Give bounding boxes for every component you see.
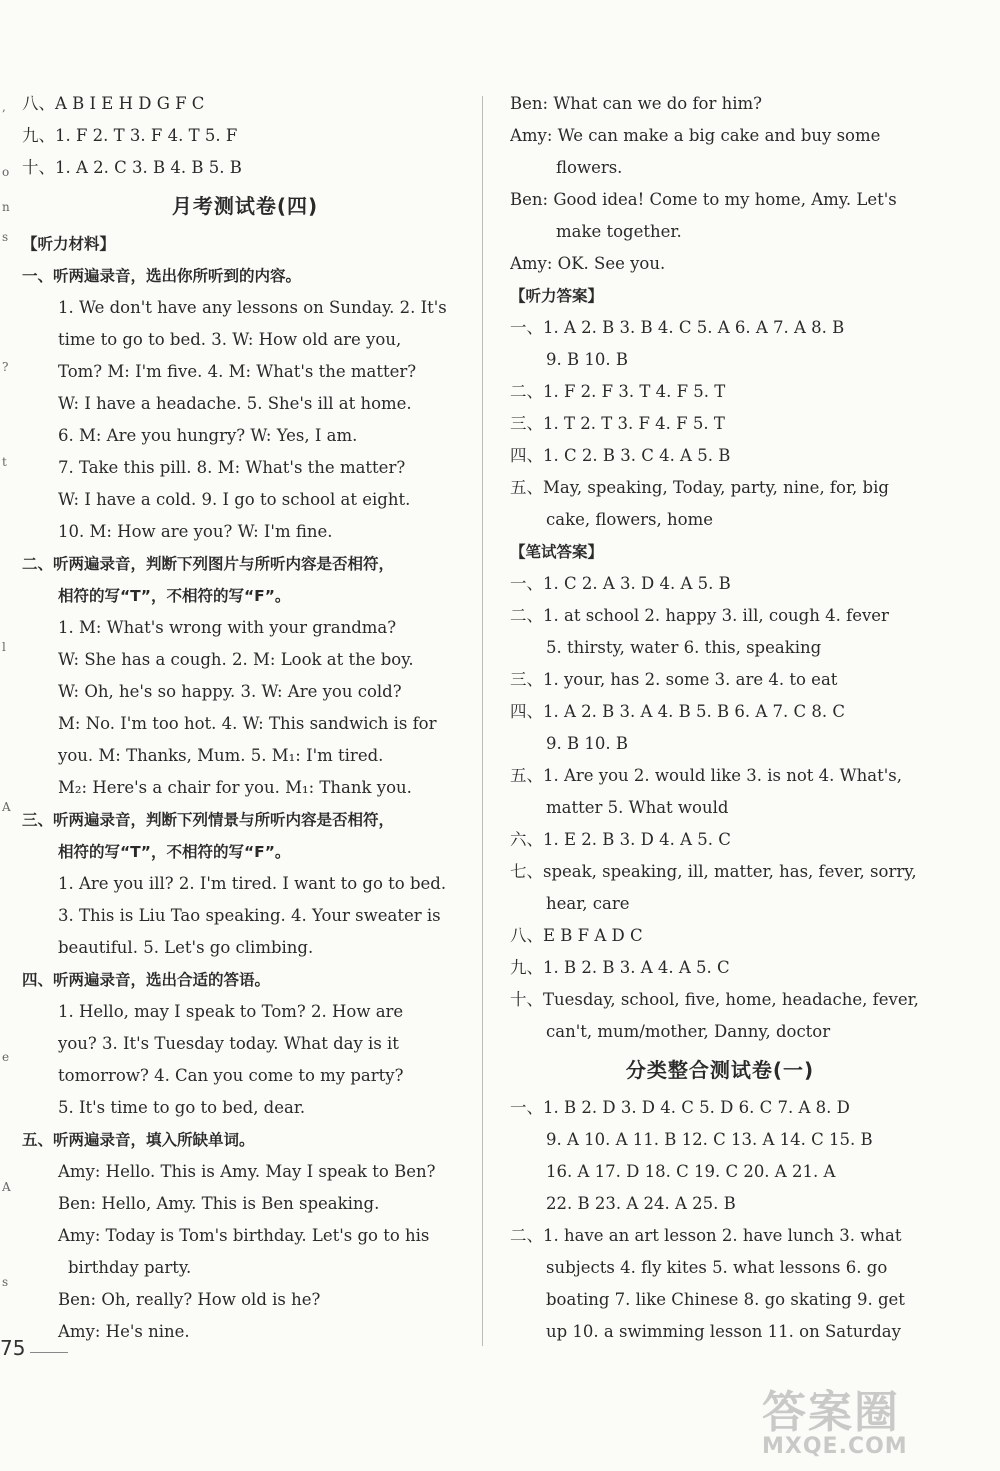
text-line: Amy: OK. See you. — [510, 254, 666, 273]
text-line: W: Oh, he's so happy. 3. W: Are you cold? — [58, 682, 402, 701]
text-line: Tom? M: I'm five. 4. M: What's the matter? — [58, 362, 417, 381]
text-line: 十、Tuesday, school, five, home, headache, fever, — [510, 990, 919, 1009]
text-line: subjects 4. fly kites 5. what lessons 6. go — [546, 1258, 888, 1277]
edge-fragment: t — [2, 455, 7, 469]
watermark-logo — [762, 1376, 982, 1468]
section-heading: 【听力答案】 — [510, 287, 604, 305]
text-line: flowers. — [556, 158, 623, 177]
text-line: matter 5. What would — [546, 798, 729, 817]
text-line: boating 7. like Chinese 8. go skating 9. get — [546, 1290, 905, 1309]
text-line: birthday party. — [68, 1258, 192, 1277]
text-line: 三、1. T 2. T 3. F 4. F 5. T — [510, 414, 725, 433]
text-line: W: I have a headache. 5. She's ill at home. — [58, 394, 412, 413]
edge-fragment: s — [2, 1275, 9, 1289]
column-divider — [482, 96, 483, 1346]
text-line: 四、1. C 2. B 3. C 4. A 5. B — [510, 446, 731, 465]
text-line: 十、1. A 2. C 3. B 4. B 5. B — [22, 158, 242, 177]
text-line: 9. A 10. A 11. B 12. C 13. A 14. C 15. B — [546, 1130, 873, 1149]
text-line: Amy: Today is Tom's birthday. Let's go to his — [58, 1226, 430, 1245]
text-line: can't, mum/mother, Danny, doctor — [546, 1022, 831, 1041]
text-line: 6. M: Are you hungry? W: Yes, I am. — [58, 426, 358, 445]
text-line: time to go to bed. 3. W: How old are you, — [58, 330, 402, 349]
right-column — [510, 88, 930, 1348]
text-line: Amy: He's nine. — [58, 1322, 190, 1341]
text-line: 八、E B F A D C — [510, 926, 643, 945]
left-column — [22, 88, 468, 1348]
watermark-text: 答案圈 — [762, 1387, 900, 1438]
edge-fragment: , — [2, 100, 6, 114]
text-line: 5. thirsty, water 6. this, speaking — [546, 638, 822, 657]
text-line: cake, flowers, home — [546, 510, 713, 529]
section-heading: 相符的写“T”，不相符的写“F”。 — [58, 843, 291, 861]
text-line: 10. M: How are you? W: I'm fine. — [58, 522, 333, 541]
section-heading: 一、听两遍录音，选出你所听到的内容。 — [22, 267, 302, 285]
edge-fragment: l — [2, 640, 6, 654]
edge-fragment: s — [2, 230, 9, 244]
edge-fragment: n — [2, 200, 10, 214]
text-line: you? 3. It's Tuesday today. What day is it — [58, 1034, 399, 1053]
section-heading: 四、听两遍录音，选出合适的答语。 — [22, 971, 271, 989]
edge-fragment: A — [2, 800, 11, 814]
text-line: W: She has a cough. 2. M: Look at the boy. — [58, 650, 414, 669]
text-line: 1. M: What's wrong with your grandma? — [58, 618, 397, 637]
text-line: Amy: Hello. This is Amy. May I speak to Ben? — [58, 1162, 436, 1181]
section-heading: 【听力材料】 — [22, 235, 116, 253]
text-line: 1. Are you ill? 2. I'm tired. I want to go to bed. — [58, 874, 447, 893]
text-line: 一、1. B 2. D 3. D 4. C 5. D 6. C 7. A 8. D — [510, 1098, 850, 1117]
text-line: 三、1. your, has 2. some 3. are 4. to eat — [510, 670, 838, 689]
text-line: W: I have a cold. 9. I go to school at eight. — [58, 490, 411, 509]
text-line: beautiful. 5. Let's go climbing. — [58, 938, 314, 957]
text-line: make together. — [556, 222, 682, 241]
text-line: 二、1. at school 2. happy 3. ill, cough 4. fever — [510, 606, 889, 625]
text-line: 5. It's time to go to bed, dear. — [58, 1098, 306, 1117]
section-heading: 三、听两遍录音，判断下列情景与所听内容是否相符， — [22, 811, 395, 829]
text-line: 一、1. A 2. B 3. B 4. C 5. A 6. A 7. A 8. B — [510, 318, 845, 337]
text-line: 16. A 17. D 18. C 19. C 20. A 21. A — [546, 1162, 836, 1181]
text-line: Ben: Oh, really? How old is he? — [58, 1290, 321, 1309]
edge-fragment: o — [2, 165, 10, 179]
text-line: 1. We don't have any lessons on Sunday. 2. It's — [58, 298, 447, 317]
section-heading: 五、听两遍录音，填入所缺单词。 — [22, 1131, 255, 1149]
section-heading: 【笔试答案】 — [510, 543, 604, 561]
text-line: 二、1. have an art lesson 2. have lunch 3. what — [510, 1226, 902, 1245]
watermark-url: MXQE.COM — [762, 1434, 908, 1459]
section-heading: 二、听两遍录音，判断下列图片与所听内容是否相符， — [22, 555, 395, 573]
text-line: 七、speak, speaking, ill, matter, has, fever, sorry, — [510, 862, 917, 881]
text-line: 五、May, speaking, Today, party, nine, for, big — [510, 478, 889, 497]
text-line: up 10. a swimming lesson 11. on Saturday — [546, 1322, 901, 1341]
page-number: 75 — [0, 1336, 26, 1360]
text-line: Ben: What can we do for him? — [510, 94, 763, 113]
text-line: Ben: Hello, Amy. This is Ben speaking. — [58, 1194, 380, 1213]
edge-fragment: ? — [2, 360, 9, 374]
text-line: 9. B 10. B — [546, 350, 628, 369]
text-line: 1. Hello, may I speak to Tom? 2. How are — [58, 1002, 404, 1021]
section-heading: 相符的写“T”，不相符的写“F”。 — [58, 587, 291, 605]
text-line: 7. Take this pill. 8. M: What's the matter? — [58, 458, 406, 477]
text-line: 四、1. A 2. B 3. A 4. B 5. B 6. A 7. C 8. C — [510, 702, 845, 721]
text-line: 九、1. B 2. B 3. A 4. A 5. C — [510, 958, 730, 977]
page-number-rule — [30, 1352, 68, 1353]
text-line: Ben: Good idea! Come to my home, Amy. Let's — [510, 190, 897, 209]
text-line: 五、1. Are you 2. would like 3. is not 4. What's, — [510, 766, 902, 785]
text-line: 八、A B I E H D G F C — [22, 94, 205, 113]
text-line: Amy: We can make a big cake and buy some — [510, 126, 881, 145]
text-line: 22. B 23. A 24. A 25. B — [546, 1194, 736, 1213]
section-title: 月考测试卷(四) — [171, 194, 319, 218]
text-line: M₂: Here's a chair for you. M₁: Thank you. — [58, 778, 412, 797]
text-line: hear, care — [546, 894, 630, 913]
text-line: you. M: Thanks, Mum. 5. M₁: I'm tired. — [58, 746, 384, 765]
text-line: 3. This is Liu Tao speaking. 4. Your sweater is — [58, 906, 441, 925]
text-line: 六、1. E 2. B 3. D 4. A 5. C — [510, 830, 731, 849]
text-line: 二、1. F 2. F 3. T 4. F 5. T — [510, 382, 726, 401]
text-line: 一、1. C 2. A 3. D 4. A 5. B — [510, 574, 731, 593]
edge-fragment: A — [2, 1180, 11, 1194]
section-title: 分类整合测试卷(一) — [625, 1058, 815, 1082]
text-line: 9. B 10. B — [546, 734, 628, 753]
edge-fragment: e — [2, 1050, 10, 1064]
text-line: M: No. I'm too hot. 4. W: This sandwich is for — [58, 714, 437, 733]
text-line: 九、1. F 2. T 3. F 4. T 5. F — [22, 126, 238, 145]
text-line: tomorrow? 4. Can you come to my party? — [58, 1066, 404, 1085]
